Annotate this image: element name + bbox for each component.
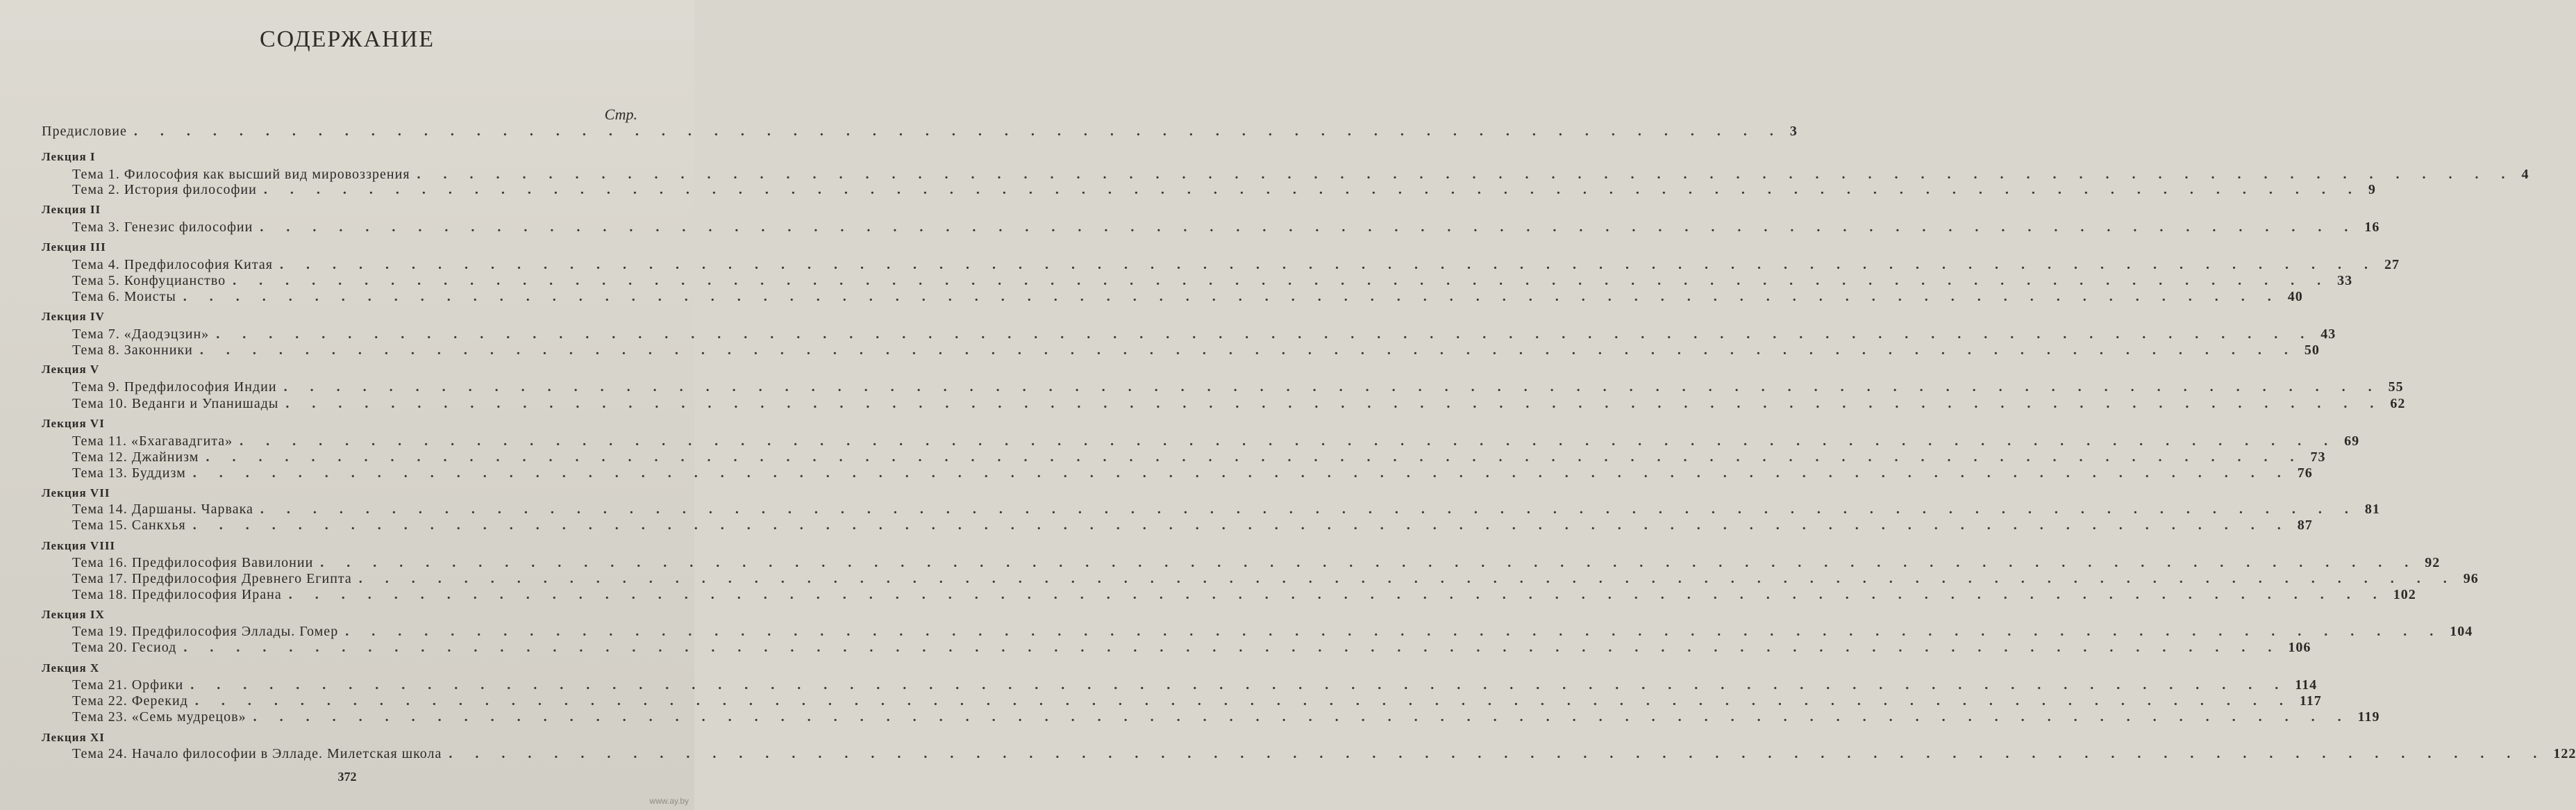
toc-entry-page: 43	[2320, 327, 2336, 342]
toc-entry-page: 27	[2384, 257, 2400, 272]
toc-entry-page: 73	[2310, 449, 2326, 465]
dot-leader: . . . . . . . . . . . . . . . . . . . . . . . . . . . . . . . . . . . . . . . . . . . . . . . . . . . . . . . . . . . . . . . . . . . . . . . . . . . . . . . .	[260, 220, 2358, 235]
toc-entry	[72, 379, 2404, 396]
lecture-heading: Лекция X	[42, 661, 100, 675]
toc-entry-page: 16	[2364, 220, 2380, 235]
dot-leader: . . . . . . . . . . . . . . . . . . . . . . . . . . . . . . . . . . . . . . . . . . . . . . . . . . . . . . . . . . . . . . . . . . . . . . . . . . . . . . . .	[320, 555, 2418, 570]
toc-entry	[72, 273, 2353, 290]
lecture-heading: Лекция IX	[42, 608, 105, 621]
toc-entry-label: Тема 13. Буддизм	[72, 465, 186, 481]
toc-entry-label: Тема 12. Джайнизм	[72, 449, 199, 465]
toc-entry-page: 40	[2287, 289, 2303, 304]
toc-entry-label: Тема 9. Предфилософия Индии	[72, 379, 277, 395]
dot-leader: . . . . . . . . . . . . . . . . . . . . . . . . . . . . . . . . . . . . . . . . . . . . . . . . . . . . . . . . . . . . . . .	[133, 124, 1783, 139]
dot-leader: . . . . . . . . . . . . . . . . . . . . . . . . . . . . . . . . . . . . . . . . . . . . . . . . . . . . . . . . . . . . . . . . . . . . . . . . . . . . . . . .	[417, 167, 2515, 182]
toc-entry-label: Тема 23. «Семь мудрецов»	[72, 709, 246, 725]
toc-entry	[72, 587, 2416, 604]
dot-leader: . . . . . . . . . . . . . . . . . . . . . . . . . . . . . . . . . . . . . . . . . . . . . . . . . . . . . . . . . . . . . . . . . . . . . . . . . . . . . . . .	[240, 433, 2338, 449]
toc-entry-page: 102	[2393, 587, 2416, 602]
toc-entry-page: 33	[2337, 273, 2353, 288]
dot-leader: . . . . . . . . . . . . . . . . . . . . . . . . . . . . . . . . . . . . . . . . . . . . . . . . . . . . . . . . . . . . . . . . . . . . . . . . . . . . . . . .	[190, 677, 2289, 693]
toc-entry-page: 55	[2388, 379, 2404, 395]
toc-entry-label: Тема 20. Гесиод	[72, 640, 177, 655]
toc-entry	[72, 571, 2479, 588]
toc-entry-preface	[42, 124, 1798, 140]
lecture-heading: Лекция III	[42, 240, 106, 254]
toc-entry	[72, 746, 2576, 763]
toc-entry-page: 81	[2364, 502, 2380, 517]
toc-entry	[72, 433, 2360, 450]
toc-entry-page: 76	[2297, 465, 2313, 481]
toc-entry	[72, 465, 2313, 482]
toc-entry-label: Тема 8. Законники	[72, 342, 193, 358]
toc-entry-label: Тема 24. Начало философии в Элладе. Милетская школа	[72, 746, 442, 761]
lecture-heading: Лекция IV	[42, 310, 105, 323]
dot-leader: . . . . . . . . . . . . . . . . . . . . . . . . . . . . . . . . . . . . . . . . . . . . . . . . . . . . . . . . . . . . . . . . . . . . . . . . . . . . . . . .	[192, 518, 2291, 533]
toc-entry-label: Тема 2. История философии	[72, 182, 257, 197]
lecture-heading: Лекция V	[42, 363, 100, 376]
toc-entry	[72, 342, 2320, 359]
dot-leader: . . . . . . . . . . . . . . . . . . . . . . . . . . . . . . . . . . . . . . . . . . . . . . . . . . . . . . . . . . . . . . . . . . . . . . . . . . . . . . . .	[283, 379, 2382, 395]
toc-entry-label: Тема 5. Конфуцианство	[72, 273, 226, 288]
toc-entry-page: 106	[2288, 640, 2311, 655]
lecture-heading: Лекция XI	[42, 731, 105, 744]
toc-entry-label: Тема 4. Предфилософия Китая	[72, 257, 273, 272]
page-number: 372	[337, 770, 357, 784]
dot-leader: . . . . . . . . . . . . . . . . . . . . . . . . . . . . . . . . . . . . . . . . . . . . . . . . . . . . . . . . . . . . . . . . . . . . . . . . . . . . . . . .	[183, 289, 2281, 304]
toc-entry	[72, 396, 2406, 413]
toc-entry	[72, 257, 2400, 274]
toc-entry	[72, 640, 2311, 656]
toc-entry-page: 117	[2299, 693, 2322, 709]
toc-entry	[72, 327, 2336, 343]
toc-entry-label: Тема 7. «Даодэцзин»	[72, 327, 210, 342]
toc-entry	[72, 449, 2326, 466]
toc-entry-label: Тема 11. «Бхагавадгита»	[72, 433, 233, 449]
toc-entry-page: 9	[2368, 182, 2376, 197]
toc-entry-label: Тема 16. Предфилософия Вавилонии	[72, 555, 314, 570]
toc-entry-label: Тема 15. Санкхья	[72, 518, 186, 533]
toc-entry-page: 96	[2463, 571, 2479, 586]
dot-leader: . . . . . . . . . . . . . . . . . . . . . . . . . . . . . . . . . . . . . . . . . . . . . . . . . . . . . . . . . . . . . . . . . . . . . . . . . . . . . . . .	[194, 693, 2293, 709]
dot-leader: . . . . . . . . . . . . . . . . . . . . . . . . . . . . . . . . . . . . . . . . . . . . . . . . . . . . . . . . . . . . . . . . . . . . . . . . . . . . . . . .	[206, 449, 2304, 465]
watermark: www.ay.by	[649, 796, 689, 806]
toc-entry	[72, 518, 2313, 534]
toc-entry-page: 87	[2297, 518, 2313, 533]
dot-leader: . . . . . . . . . . . . . . . . . . . . . . . . . . . . . . . . . . . . . . . . . . . . . . . . . . . . . . . . . . . . . . . . . . . . . . . . . . . . . . . .	[345, 624, 2443, 639]
toc-entry-label: Тема 18. Предфилософия Ирана	[72, 587, 282, 602]
toc-entry-label: Тема 19. Предфилософия Эллады. Гомер	[72, 624, 339, 639]
dot-leader: . . . . . . . . . . . . . . . . . . . . . . . . . . . . . . . . . . . . . . . . . . . . . . . . . . . . . . . . . . . . . . . . . . . . . . . . . . . . . . . .	[183, 640, 2282, 655]
toc-entry	[72, 693, 2322, 710]
dot-leader: . . . . . . . . . . . . . . . . . . . . . . . . . . . . . . . . . . . . . . . . . . . . . . . . . . . . . . . . . . . . . . . . . . . . . . . . . . . . . . . .	[358, 571, 2457, 586]
dot-leader: . . . . . . . . . . . . . . . . . . . . . . . . . . . . . . . . . . . . . . . . . . . . . . . . . . . . . . . . . . . . . . . . . . . . . . . . . . . . . . . .	[253, 709, 2351, 725]
lecture-heading: Лекция VIII	[42, 539, 116, 552]
page-column-header: Стр.	[604, 106, 637, 123]
toc-entry-page: 50	[2304, 342, 2320, 358]
toc-entry-label: Тема 22. Ферекид	[72, 693, 188, 709]
toc-entry	[72, 709, 2380, 726]
toc-entry	[72, 167, 2529, 183]
toc-entry	[72, 182, 2376, 199]
lecture-heading: Лекция II	[42, 203, 101, 216]
dot-leader: . . . . . . . . . . . . . . . . . . . . . . . . . . . . . . . . . . . . . . . . . . . . . . . . . . . . . . . . . . . . . . . . . . . . . . . . . . . . . . . .	[199, 342, 2298, 358]
toc-entry-page: 3	[1789, 124, 1798, 139]
toc-entry-label: Тема 1. Философия как высший вид мировоззрения	[72, 167, 410, 182]
toc-entry-label: Предисловие	[42, 124, 127, 139]
lecture-heading: Лекция VI	[42, 417, 105, 430]
dot-leader: . . . . . . . . . . . . . . . . . . . . . . . . . . . . . . . . . . . . . . . . . . . . . . . . . . . . . . . . . . . . . . . . . . . . . . . . . . . . . . . .	[288, 587, 2386, 602]
toc-entry-label: Тема 17. Предфилософия Древнего Египта	[72, 571, 352, 586]
lecture-heading: Лекция I	[42, 150, 96, 163]
dot-leader: . . . . . . . . . . . . . . . . . . . . . . . . . . . . . . . . . . . . . . . . . . . . . . . . . . . . . . . . . . . . . . . . . . . . . . . . . . . . . . . .	[285, 396, 2384, 411]
toc-entry-page: 122	[2553, 746, 2576, 761]
toc-entry	[72, 624, 2473, 640]
toc-entry-page: 62	[2390, 396, 2406, 411]
toc-entry-label: Тема 21. Орфики	[72, 677, 184, 693]
lecture-heading: Лекция VII	[42, 486, 110, 499]
toc-entry	[72, 220, 2380, 236]
page-title: СОДЕРЖАНИЕ	[259, 26, 435, 52]
toc-entry	[72, 555, 2441, 572]
toc-entry-page: 114	[2295, 677, 2318, 693]
toc-entry-label: Тема 6. Моисты	[72, 289, 176, 304]
toc-entry-page: 119	[2357, 709, 2380, 725]
toc-entry-page: 104	[2450, 624, 2473, 639]
toc-entry	[72, 502, 2380, 518]
toc-entry-page: 69	[2344, 433, 2360, 449]
dot-leader: . . . . . . . . . . . . . . . . . . . . . . . . . . . . . . . . . . . . . . . . . . . . . . . . . . . . . . . . . . . . . . . . . . . . . . . . . . . . . . . .	[260, 502, 2358, 517]
dot-leader: . . . . . . . . . . . . . . . . . . . . . . . . . . . . . . . . . . . . . . . . . . . . . . . . . . . . . . . . . . . . . . . . . . . . . . . . . . . . . . . .	[449, 746, 2547, 761]
dot-leader: . . . . . . . . . . . . . . . . . . . . . . . . . . . . . . . . . . . . . . . . . . . . . . . . . . . . . . . . . . . . . . . . . . . . . . . . . . . . . . . .	[279, 257, 2377, 272]
dot-leader: . . . . . . . . . . . . . . . . . . . . . . . . . . . . . . . . . . . . . . . . . . . . . . . . . . . . . . . . . . . . . . . . . . . . . . . . . . . . . . . .	[233, 273, 2331, 288]
toc-entry-page: 4	[2521, 167, 2529, 182]
dot-leader: . . . . . . . . . . . . . . . . . . . . . . . . . . . . . . . . . . . . . . . . . . . . . . . . . . . . . . . . . . . . . . . . . . . . . . . . . . . . . . . .	[263, 182, 2361, 197]
toc-entry-page: 92	[2425, 555, 2441, 570]
toc-entry-label: Тема 14. Даршаны. Чарвака	[72, 502, 253, 517]
toc-entry	[72, 289, 2303, 306]
toc-entry-label: Тема 3. Генезис философии	[72, 220, 253, 235]
dot-leader: . . . . . . . . . . . . . . . . . . . . . . . . . . . . . . . . . . . . . . . . . . . . . . . . . . . . . . . . . . . . . . . . . . . . . . . . . . . . . . . .	[216, 327, 2314, 342]
dot-leader: . . . . . . . . . . . . . . . . . . . . . . . . . . . . . . . . . . . . . . . . . . . . . . . . . . . . . . . . . . . . . . . . . . . . . . . . . . . . . . . .	[192, 465, 2291, 481]
toc-entry-label: Тема 10. Веданги и Упанишады	[72, 396, 279, 411]
toc-entry	[72, 677, 2318, 694]
